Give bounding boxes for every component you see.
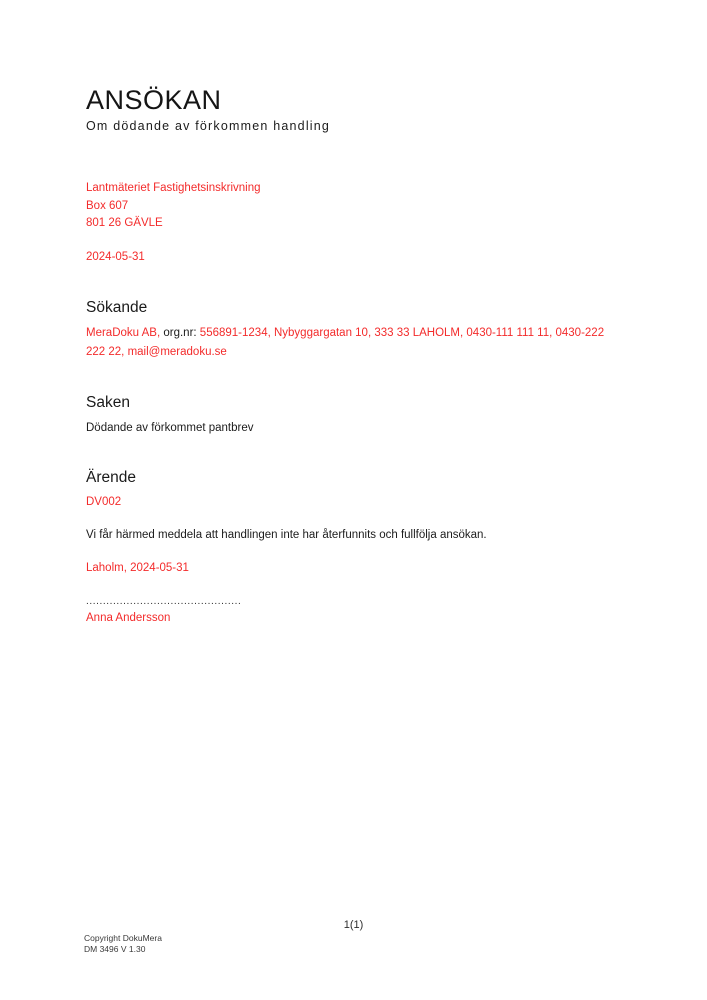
- document-content: [86, 0, 623, 625]
- section-heading-case: Ärende: [86, 468, 136, 486]
- recipient-line-1: Lantmäteriet Fastighetsinskrivning: [86, 182, 261, 194]
- page-number: 1(1): [343, 919, 364, 931]
- signature-dotted-line: ..............................................: [86, 595, 242, 607]
- page-subtitle: Om dödande av förkommen handling: [86, 119, 331, 133]
- orgnr-label: org.nr:: [160, 326, 200, 339]
- signature-place-date: Laholm, 2024-05-31: [86, 561, 189, 574]
- signature-name: Anna Andersson: [86, 611, 171, 624]
- document-date: 2024-05-31: [86, 250, 145, 263]
- recipient-line-3: 801 26 GÄVLE: [86, 217, 163, 229]
- page-title: ANSÖKAN: [86, 85, 222, 115]
- section-heading-matter: Saken: [86, 393, 130, 411]
- applicant-details: [86, 324, 623, 362]
- case-statement: Vi får härmed meddela att handlingen inte har återfunnits och fullfölja ansökan.: [86, 528, 487, 541]
- matter-body: Dödande av förkommet pantbrev: [86, 421, 254, 434]
- recipient-line-2: Box 607: [86, 199, 129, 212]
- section-heading-applicant: Sökande: [86, 298, 148, 316]
- footer-meta: [84, 933, 162, 955]
- recipient-address-block: [86, 180, 623, 233]
- footer-doc-id: DM 3496 V 1.30: [84, 944, 146, 954]
- footer-copyright: Copyright DokuMera: [84, 933, 162, 943]
- case-id: DV002: [86, 495, 122, 508]
- applicant-contact-details: 556891-1234, Nybyggargatan 10, 333 33 LAHOLM, 0430-111 111 11, 0430-222 222 22, mail@meradoku.se: [86, 326, 605, 358]
- applicant-name: MeraDoku AB,: [86, 326, 161, 339]
